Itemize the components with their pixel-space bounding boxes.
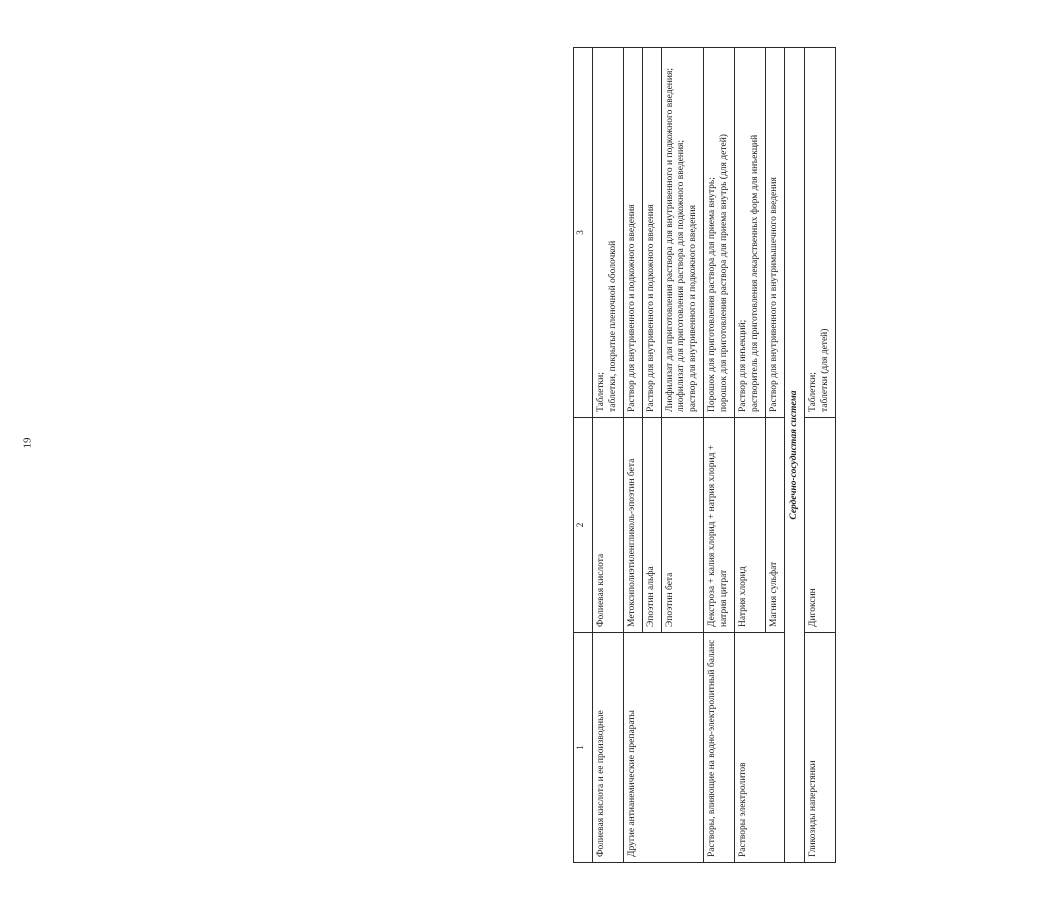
forms-cell: Таблетки; таблетки (для детей): [805, 48, 836, 418]
forms-cell: Порошок для приготовления раствора для приема внутрь; порошок для приготовления раствора для приема внутрь (для детей): [704, 48, 735, 418]
table-row: [704, 48, 735, 863]
group-cell: Другие антианемические препараты: [623, 633, 703, 863]
drug-cell: Эпоэтин альфа: [642, 418, 661, 633]
drug-cell: Метоксиполиэтиленгликоль-эпоэтин бета: [623, 418, 642, 633]
group-cell: Гликозиды наперстянки: [805, 633, 836, 863]
group-cell: Растворы, влияющие на водно-электролитный баланс: [704, 633, 735, 863]
drug-cell: Магния сульфат: [765, 418, 784, 633]
table-row: [734, 48, 765, 863]
drug-table: [573, 47, 836, 863]
group-cell: Фолиевая кислота и ее производные: [593, 633, 624, 863]
table-row: [623, 48, 642, 863]
drug-table-container: [573, 48, 1041, 863]
drug-cell: Натрия хлорид: [734, 418, 765, 633]
section-header-row: [784, 48, 805, 863]
page-number: 19: [21, 437, 34, 449]
header-col-2: 2: [574, 418, 593, 633]
table-row: [593, 48, 624, 863]
header-col-1: 1: [574, 633, 593, 863]
forms-cell: Раствор для внутривенного и подкожного введения: [642, 48, 661, 418]
table-header-row: [574, 48, 593, 863]
forms-cell: Таблетки; таблетки, покрытые пленочной оболочкой: [593, 48, 624, 418]
drug-cell: Дигоксин: [805, 418, 836, 633]
forms-cell: Лиофилизат для приготовления раствора для внутривенного и подкожного введения; лиофилизат для приготовления раствора для подкожного введения; раствор для внутривенного и подкожного введения: [661, 48, 704, 418]
forms-cell: Раствор для внутривенного и внутримышечного введения: [765, 48, 784, 418]
section-title: Сердечно-сосудистая система: [784, 48, 805, 863]
forms-cell: Раствор для внутривенного и подкожного введения: [623, 48, 642, 418]
drug-cell: Эпоэтин бета: [661, 418, 704, 633]
drug-cell: Декстроза + калия хлорид + натрия хлорид + натрия цитрат: [704, 418, 735, 633]
group-cell: Растворы электролитов: [734, 633, 784, 863]
table-row: [805, 48, 836, 863]
drug-cell: Фолиевая кислота: [593, 418, 624, 633]
forms-cell: Раствор для инъекций; растворитель для приготовления лекарственных форм для инъекций: [734, 48, 765, 418]
header-col-3: 3: [574, 48, 593, 418]
